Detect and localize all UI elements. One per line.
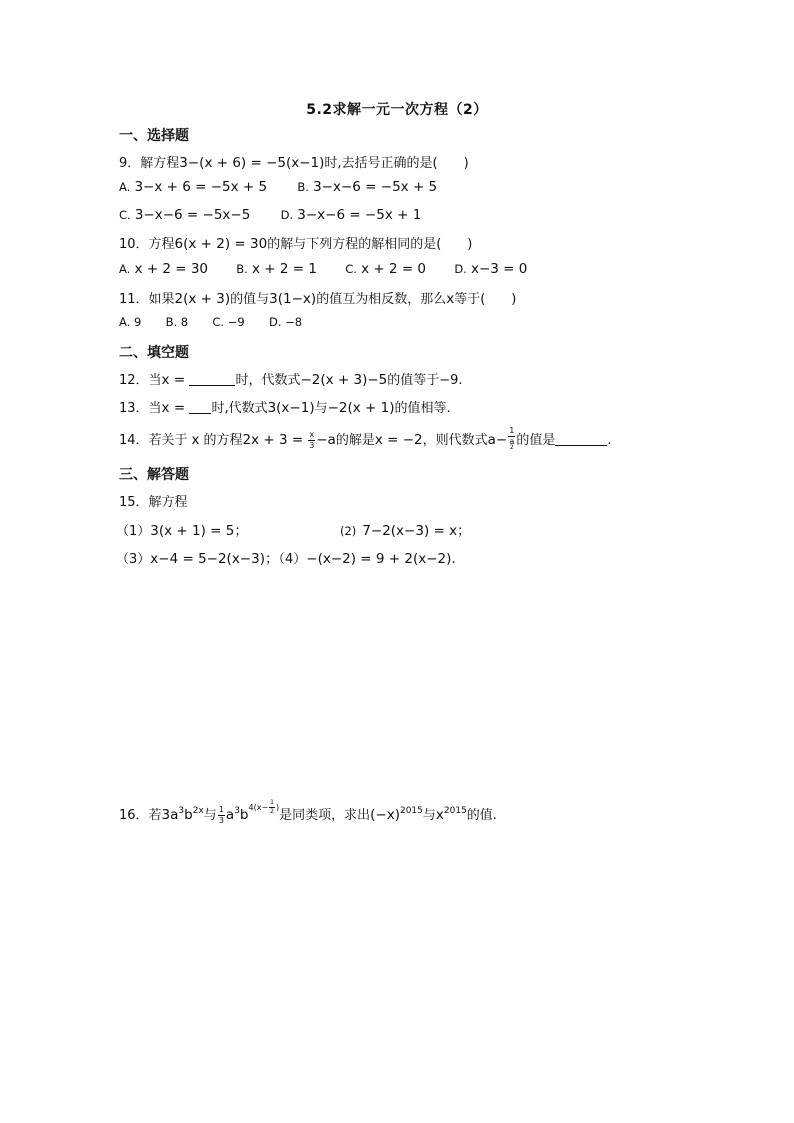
- q12-text: 12．当: [119, 373, 162, 388]
- q12-text-3: 的值等于−9.: [387, 373, 463, 388]
- q15-parts-row-2: [116, 547, 456, 567]
- q16-frac-den: 3: [218, 816, 224, 825]
- q16-term-3: [370, 807, 423, 823]
- q14-frac-den: 3: [309, 441, 315, 450]
- q16-exp-paren-open: (x−: [253, 803, 269, 812]
- q16-frac-num: 1: [218, 805, 224, 814]
- q15-part-2: 7−2(x−3) = x；: [362, 523, 471, 539]
- question-15: 15．解方程: [119, 495, 188, 510]
- q12-answer-blank[interactable]: [189, 371, 235, 386]
- q10-option-d-label: D.: [454, 262, 467, 276]
- q16-term-1-coef: 3a: [161, 807, 179, 823]
- q9-option-a-label: A.: [119, 180, 131, 194]
- q14-text: 14．若关于 x 的方程: [119, 433, 243, 448]
- q11-option-c: C. −9: [212, 315, 245, 329]
- q13-expr-1: 3(x−1): [267, 400, 315, 416]
- q16-exp-fraction: [269, 800, 275, 815]
- q16-term-2-exp-a: 3: [234, 806, 240, 816]
- q16-exp-frac-num: 1: [270, 799, 274, 806]
- q13-expr-2: −2(x + 1): [327, 400, 395, 416]
- q16-exp-frac-den: 2: [270, 808, 274, 815]
- q16-term-1-exp-b: 2x: [192, 806, 204, 816]
- q15-part-1: 3(x + 1) = 5；: [150, 523, 248, 539]
- q14-expr: a−: [487, 432, 508, 448]
- q10-option-d: x−3 = 0: [470, 261, 528, 277]
- q14-text-5: .: [607, 433, 612, 448]
- q10-option-b: x + 2 = 1: [251, 261, 317, 277]
- q16-text: 16．若: [119, 808, 162, 823]
- q10-option-a: x + 2 = 30: [134, 261, 209, 277]
- q9-option-c: 3−x−6 = −5x−5: [134, 207, 251, 223]
- question-16: [119, 800, 497, 825]
- q9-option-d-label: D.: [280, 208, 294, 222]
- q13-text-2: 时,代数式: [211, 401, 268, 416]
- question-11: [119, 288, 516, 307]
- question-10: [119, 233, 472, 252]
- q12-expr: −2(x + 3)−5: [300, 372, 388, 388]
- q16-text-3: 是同类项，求出: [279, 808, 371, 823]
- q16-fraction-1-over-3: [218, 806, 225, 825]
- q14-fraction-1-over-a2: [508, 427, 515, 454]
- q9-stem-text: 9．解方程: [119, 156, 180, 171]
- q9-option-b: 3−x−6 = −5x + 5: [313, 179, 438, 195]
- q14-eq-right: −a: [316, 432, 336, 448]
- q14-frac2-den-base: a: [509, 437, 515, 446]
- q15-part-4: −(x−2) = 9 + 2(x−2).: [306, 551, 456, 567]
- q9-options-row-2: [119, 207, 421, 223]
- q16-text-2: 与: [203, 808, 217, 823]
- question-13: [119, 397, 451, 416]
- q16-text-4: 与: [422, 808, 436, 823]
- q9-equation: 3−(x + 6) = −5(x−1): [179, 155, 325, 171]
- q9-option-a: 3−x + 6 = −5x + 5: [134, 179, 268, 195]
- q16-term-2: [225, 799, 280, 823]
- q16-exp-paren-close: ): [275, 803, 280, 812]
- q11-stem-tail: 等于( ): [454, 292, 517, 307]
- q14-eq-left: 2x + 3 =: [242, 432, 308, 448]
- q10-options: [119, 261, 527, 277]
- question-9: [119, 152, 469, 171]
- q11-option-d: D. −8: [268, 315, 303, 329]
- page-title: 5.2求解一元一次方程（2）: [306, 102, 488, 118]
- q16-term-2-b: b: [239, 807, 249, 823]
- q10-stem-tail: 的解与下列方程的解相同的是( ): [267, 237, 473, 252]
- q9-option-d: 3−x−6 = −5x + 1: [297, 207, 422, 223]
- q12-text-2: 时，代数式: [235, 373, 301, 388]
- q16-term-3-base: (−x): [370, 807, 400, 823]
- q12-eq: x =: [161, 372, 190, 388]
- q11-option-a: A. 9: [119, 315, 142, 329]
- q16-text-5: 的值.: [466, 808, 497, 823]
- q16-term-1-b: b: [184, 807, 193, 823]
- q10-stem-text: 10．方程: [119, 237, 175, 252]
- q16-term-2-exp-b: [248, 799, 280, 815]
- q13-text-3: 与: [314, 401, 328, 416]
- q14-fraction-x-over-3: [308, 431, 315, 450]
- section-heading-solve: 三、解答题: [119, 467, 189, 483]
- q15-part-3: x−4 = 5−2(x−3)；: [150, 551, 279, 567]
- q16-term-1-exp-a: 3: [178, 806, 185, 816]
- q10-option-c-label: C.: [345, 262, 357, 276]
- q14-frac-num: x: [309, 430, 315, 439]
- q15-part-2-label: (2): [340, 524, 357, 538]
- q14-text-2: 的解是: [335, 433, 375, 448]
- q9-options-row-1: [119, 179, 437, 195]
- q15-part-3-label: （3）: [116, 552, 151, 567]
- section-heading-choice: 一、选择题: [119, 128, 189, 144]
- q16-exp-4: 4: [248, 803, 254, 812]
- q14-text-3: ，则代数式: [422, 433, 488, 448]
- q16-term-3-exp: 2015: [399, 806, 423, 816]
- q13-text-4: 的值相等.: [394, 401, 451, 416]
- q10-option-c: x + 2 = 0: [361, 261, 427, 277]
- q15-parts-row-1: [116, 519, 248, 539]
- q14-text-4: 的值是: [516, 433, 556, 448]
- q10-option-a-label: A.: [119, 262, 131, 276]
- q16-term-1: [162, 807, 204, 823]
- q16-term-4: [436, 807, 467, 823]
- q13-text: 13．当: [119, 401, 162, 416]
- q11-stem-mid2: 的值互为相反数，那么: [316, 292, 447, 307]
- q14-frac2-den-exp: 2: [509, 444, 514, 451]
- q13-eq: x =: [161, 400, 190, 416]
- section-heading-fill: 二、填空题: [119, 345, 189, 361]
- q11-expr-2: 3(1−x): [269, 291, 317, 307]
- q15-part-1-label: （1）: [116, 524, 151, 539]
- q13-answer-blank[interactable]: [189, 399, 211, 414]
- q10-equation: 6(x + 2) = 30: [174, 236, 268, 252]
- q14-answer-blank[interactable]: [555, 431, 607, 446]
- q14-solution: x = −2: [374, 432, 423, 448]
- q16-term-4-exp: 2015: [443, 806, 467, 816]
- q9-option-b-label: B.: [297, 180, 309, 194]
- q16-term-2-a: a: [225, 807, 235, 823]
- q11-variable: x: [446, 291, 455, 307]
- q9-option-c-label: C.: [119, 208, 131, 222]
- q15-part-2-wrap: [340, 519, 471, 539]
- q11-stem-text: 11．如果: [119, 292, 175, 307]
- q11-options: [119, 315, 302, 330]
- question-12: [119, 369, 463, 388]
- q11-expr-1: 2(x + 3): [174, 291, 231, 307]
- q11-option-b: B. 8: [165, 315, 189, 329]
- q10-option-b-label: B.: [236, 262, 248, 276]
- q14-frac2-num: 1: [509, 426, 515, 435]
- q11-stem-mid: 的值与: [230, 292, 270, 307]
- question-14: [119, 427, 611, 454]
- q9-stem-tail: 时,去括号正确的是( ): [324, 156, 469, 171]
- q14-frac2-den: [508, 437, 515, 454]
- q15-part-4-label: （4）: [278, 552, 307, 567]
- q16-term-4-base: x: [435, 807, 444, 823]
